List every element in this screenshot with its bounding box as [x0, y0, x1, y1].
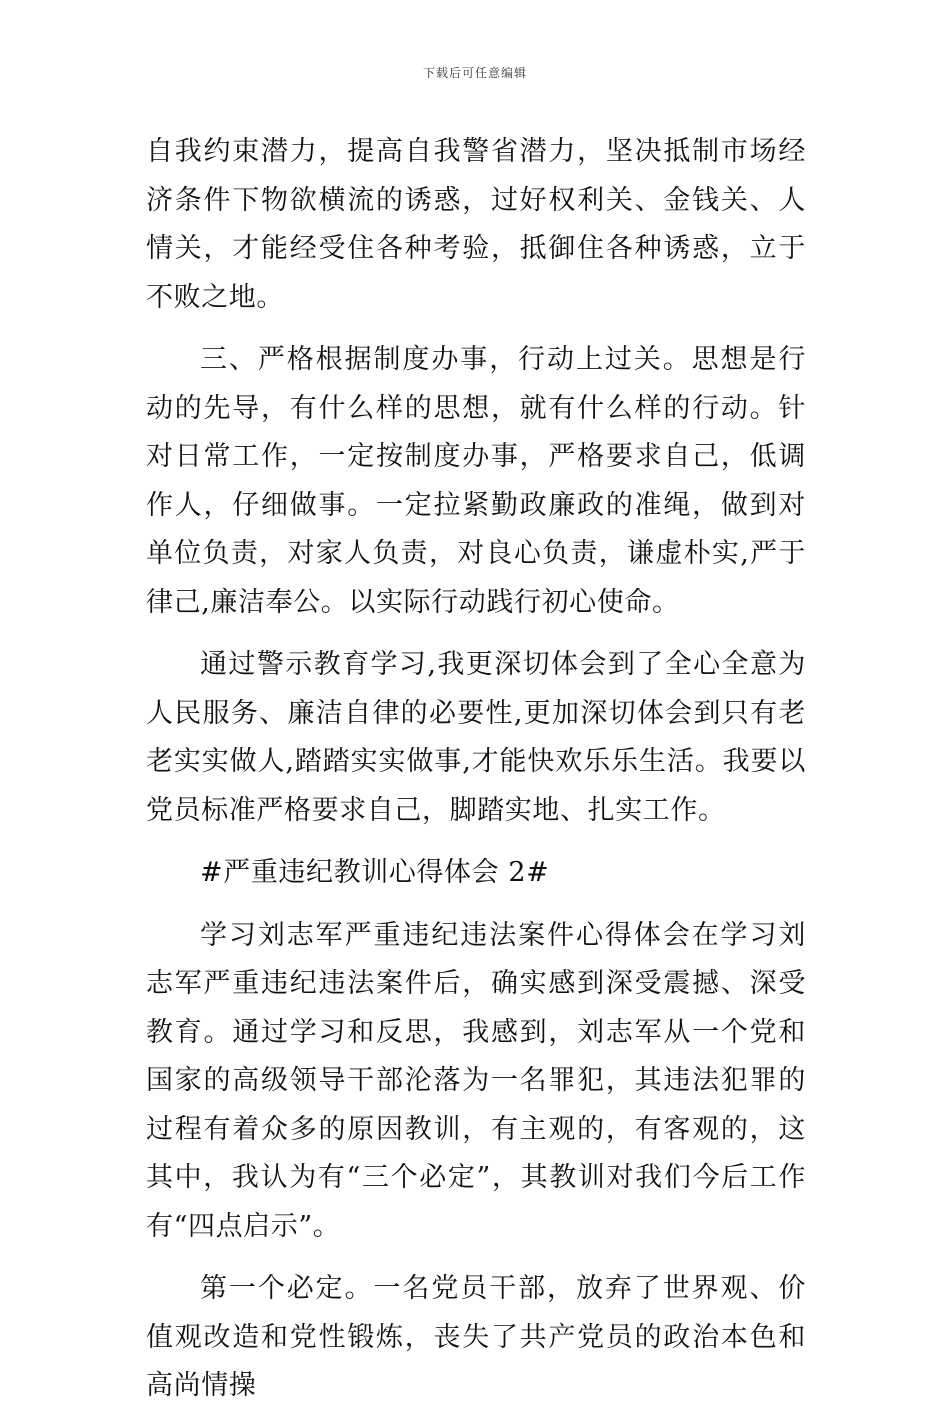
paragraph-continuation: 自我约束潜力，提高自我警省潜力，坚决抵制市场经济条件下物欲横流的诱惑，过好权利关、金钱关、人情关，才能经受住各种考验，抵御住各种诱惑，立于不败之地。 [146, 136, 806, 313]
paragraph-case-study: 学习刘志军严重违纪违法案件心得体会在学习刘志军严重违纪违法案件后，确实感到深受震撼、深受教育。通过学习和反思，我感到，刘志军从一个党和国家的高级领导干部沦落为一名罪犯，其违法犯罪的过程有着众多的原因教训，有主观的，有客观的，这其中，我认为有“三个必定”，其教训对我们今后工作有“四点启示”。 [146, 919, 806, 1242]
document-body [146, 128, 806, 1425]
header-note: 下载后可任意编辑 [422, 66, 527, 80]
paragraph-conclusion: 通过警示教育学习,我更深切体会到了全心全意为人民服务、廉洁自律的必要性,更加深切体会到只有老老实实做人,踏踏实实做事,才能快欢乐乐生活。我要以党员标准严格要求自己，脚踏实地、扎实工作。 [146, 649, 806, 826]
section-heading: #严重违纪教训心得体会 2# [200, 857, 550, 888]
paragraph-first-point: 第一个必定。一名党员干部，放弃了世界观、价值观改造和党性锻炼，丧失了共产党员的政治本色和高尚情操 [146, 1273, 806, 1401]
paragraph-section-three: 三、严格根据制度办事，行动上过关。思想是行动的先导，有什么样的思想，就有什么样的行动。针对日常工作，一定按制度办事，严格要求自己，低调作人，仔细做事。一定拉紧勤政廉政的准绳，做到对单位负责，对家人负责，对良心负责，谦虚朴实,严于律己,廉洁奉公。以实际行动践行初心使命。 [146, 344, 806, 618]
